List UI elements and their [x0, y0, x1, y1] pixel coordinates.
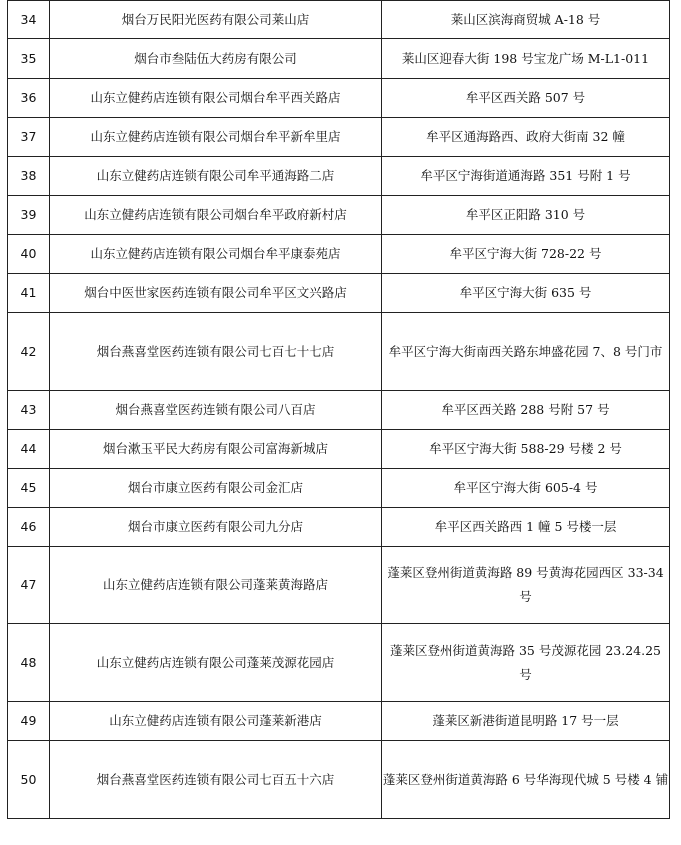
row-number: 42: [8, 313, 50, 391]
pharmacy-name: 烟台燕喜堂医药连锁有限公司七百七十七店: [50, 313, 382, 391]
table-row: [8, 702, 670, 741]
pharmacy-address: 牟平区宁海街道通海路 351 号附 1 号: [382, 157, 670, 196]
pharmacy-name: 烟台万民阳光医药有限公司莱山店: [50, 1, 382, 39]
row-number: 34: [8, 1, 50, 39]
row-number: 44: [8, 430, 50, 469]
pharmacy-name: 山东立健药店连锁有限公司蓬莱新港店: [50, 702, 382, 741]
row-number: 38: [8, 157, 50, 196]
pharmacy-address: 牟平区通海路西、政府大街南 32 幢: [382, 118, 670, 157]
table-row: [8, 1, 670, 39]
table-row: [8, 469, 670, 508]
pharmacy-address: 蓬莱区登州街道黄海路 6 号华海现代城 5 号楼 4 铺: [382, 741, 670, 819]
pharmacy-address: 莱山区迎春大街 198 号宝龙广场 M-L1-011: [382, 39, 670, 79]
pharmacy-name: 山东立健药店连锁有限公司蓬莱黄海路店: [50, 547, 382, 624]
pharmacy-name: 山东立健药店连锁有限公司烟台牟平西关路店: [50, 79, 382, 118]
pharmacy-name: 烟台中医世家医药连锁有限公司牟平区文兴路店: [50, 274, 382, 313]
table-body: [8, 1, 670, 819]
table-row: [8, 274, 670, 313]
pharmacy-address: 牟平区西关路 507 号: [382, 79, 670, 118]
table-row: [8, 79, 670, 118]
table-row: [8, 39, 670, 79]
pharmacy-name: 烟台燕喜堂医药连锁有限公司七百五十六店: [50, 741, 382, 819]
row-number: 41: [8, 274, 50, 313]
pharmacy-name: 烟台漱玉平民大药房有限公司富海新城店: [50, 430, 382, 469]
table-row: [8, 624, 670, 702]
table-row: [8, 391, 670, 430]
pharmacy-table: [7, 0, 670, 819]
table-row: [8, 313, 670, 391]
pharmacy-address: 牟平区宁海大街南西关路东坤盛花园 7、8 号门市: [382, 313, 670, 391]
table-row: [8, 118, 670, 157]
row-number: 39: [8, 196, 50, 235]
row-number: 37: [8, 118, 50, 157]
pharmacy-address: 牟平区宁海大街 605-4 号: [382, 469, 670, 508]
row-number: 50: [8, 741, 50, 819]
table-row: [8, 430, 670, 469]
pharmacy-name: 山东立健药店连锁有限公司烟台牟平新牟里店: [50, 118, 382, 157]
row-number: 40: [8, 235, 50, 274]
pharmacy-address: 牟平区宁海大街 588-29 号楼 2 号: [382, 430, 670, 469]
pharmacy-address: 牟平区正阳路 310 号: [382, 196, 670, 235]
pharmacy-name: 山东立健药店连锁有限公司烟台牟平康泰苑店: [50, 235, 382, 274]
table-row: [8, 508, 670, 547]
row-number: 45: [8, 469, 50, 508]
row-number: 35: [8, 39, 50, 79]
pharmacy-address: 蓬莱区登州街道黄海路 89 号黄海花园西区 33-34 号: [382, 547, 670, 624]
pharmacy-address: 蓬莱区新港街道昆明路 17 号一层: [382, 702, 670, 741]
row-number: 47: [8, 547, 50, 624]
pharmacy-address: 牟平区宁海大街 728-22 号: [382, 235, 670, 274]
pharmacy-address: 莱山区滨海商贸城 A-18 号: [382, 1, 670, 39]
table-row: [8, 157, 670, 196]
table-row: [8, 547, 670, 624]
pharmacy-name: 烟台市康立医药有限公司九分店: [50, 508, 382, 547]
row-number: 49: [8, 702, 50, 741]
pharmacy-name: 烟台市康立医药有限公司金汇店: [50, 469, 382, 508]
pharmacy-name: 山东立健药店连锁有限公司牟平通海路二店: [50, 157, 382, 196]
row-number: 36: [8, 79, 50, 118]
pharmacy-name: 烟台燕喜堂医药连锁有限公司八百店: [50, 391, 382, 430]
row-number: 46: [8, 508, 50, 547]
pharmacy-address: 牟平区宁海大街 635 号: [382, 274, 670, 313]
row-number: 43: [8, 391, 50, 430]
table-row: [8, 741, 670, 819]
pharmacy-name: 山东立健药店连锁有限公司烟台牟平政府新村店: [50, 196, 382, 235]
table-row: [8, 196, 670, 235]
row-number: 48: [8, 624, 50, 702]
pharmacy-name: 山东立健药店连锁有限公司蓬莱茂源花园店: [50, 624, 382, 702]
pharmacy-name: 烟台市叁陆伍大药房有限公司: [50, 39, 382, 79]
pharmacy-address: 蓬莱区登州街道黄海路 35 号茂源花园 23.24.25 号: [382, 624, 670, 702]
pharmacy-address: 牟平区西关路西 1 幢 5 号楼一层: [382, 508, 670, 547]
pharmacy-address: 牟平区西关路 288 号附 57 号: [382, 391, 670, 430]
table-row: [8, 235, 670, 274]
